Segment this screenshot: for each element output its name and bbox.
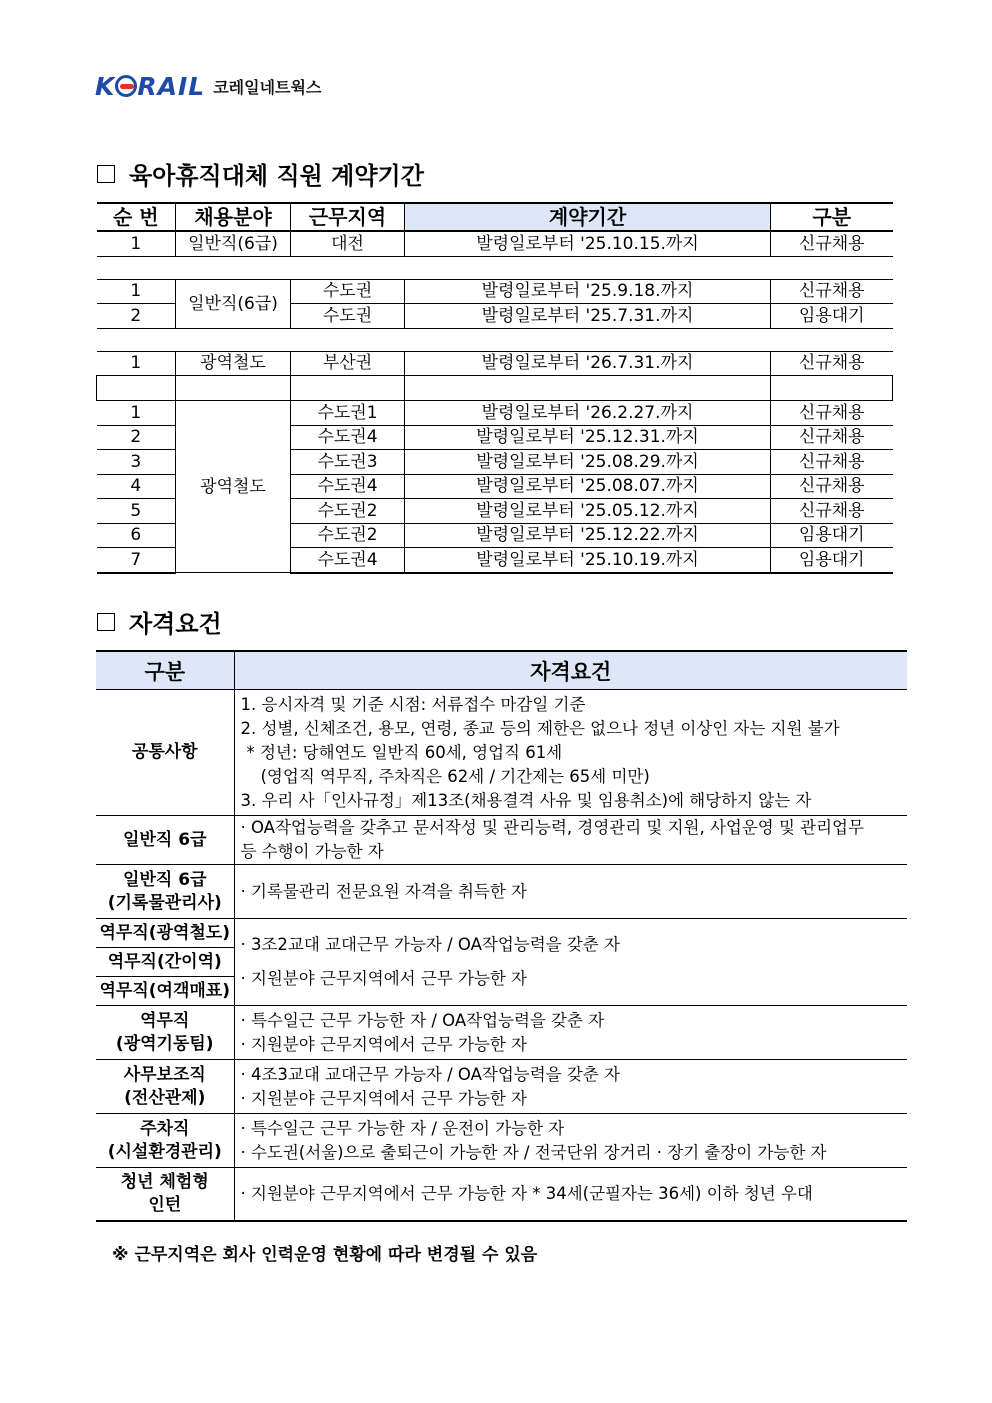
- company-logo: [95, 72, 321, 101]
- cell-period: 발령일로부터 '25.08.29.까지: [405, 450, 771, 475]
- category-cell: 역무직(여객매표): [96, 977, 234, 1006]
- section-title-contract: [97, 156, 424, 191]
- spacer-row: [97, 328, 893, 351]
- table-row: [97, 279, 893, 304]
- cell-no: 7: [97, 548, 176, 573]
- requirement-cell: [234, 1060, 907, 1114]
- cell-type: 신규채용: [771, 499, 893, 524]
- blank-cell: [291, 376, 405, 401]
- requirement-line: · 4조3교대 교대근무 가능자 / OA작업능력을 갖춘 자: [240, 1064, 620, 1084]
- cell-field: 일반직(6급): [176, 231, 291, 256]
- col-header-category: 구분: [96, 651, 234, 690]
- cell-period: 발령일로부터 '25.10.15.까지: [405, 231, 771, 256]
- blank-cell: [97, 376, 176, 401]
- blank-cell: [405, 376, 771, 401]
- cell-area: 수도권3: [291, 450, 405, 475]
- cell-type: 신규채용: [771, 450, 893, 475]
- cell-no: 3: [97, 450, 176, 475]
- cell-area: 수도권: [291, 304, 405, 329]
- category-line: 사무보조직: [123, 1064, 206, 1085]
- category-cell: 일반직 6급: [96, 816, 234, 865]
- requirement-line: · 기록물관리 전문요원 자격을 취득한 자: [240, 881, 527, 901]
- requirement-cell: [234, 816, 907, 865]
- cell-no: 1: [97, 351, 176, 376]
- cell-no: 2: [97, 304, 176, 329]
- requirement-line: * 정년: 당해연도 일반직 60세, 영업직 61세: [246, 742, 563, 762]
- category-cell: [96, 1114, 234, 1168]
- cell-area: 대전: [291, 231, 405, 256]
- requirement-line: (영업직 역무직, 주차직은 62세 / 기간제는 65세 미만): [260, 766, 650, 786]
- requirement-line: · 지원분야 근무지역에서 근무 가능한 자 * 34세(군필자는 36세) 이하 청년 우대: [240, 1184, 813, 1203]
- cell-type: 신규채용: [771, 474, 893, 499]
- cell-type: 신규채용: [771, 425, 893, 450]
- cell-type: 임용대기: [771, 304, 893, 329]
- requirement-line: · 지원분야 근무지역에서 근무 가능한 자: [240, 1088, 527, 1108]
- cell-type: 임용대기: [771, 548, 893, 573]
- category-line: 역무직: [140, 1010, 190, 1031]
- requirement-line: · 3조2교대 교대근무 가능자 / OA작업능력을 갖춘 자: [240, 935, 620, 954]
- section-title-text: 육아휴직대체 직원 계약기간: [129, 162, 424, 190]
- footnote: ※ 근무지역은 회사 인력운영 현황에 따라 변경될 수 있음: [112, 1245, 538, 1265]
- cell-type: 신규채용: [771, 351, 893, 376]
- cell-type: 신규채용: [771, 279, 893, 304]
- cell-type: 임용대기: [771, 523, 893, 548]
- cell-period: 발령일로부터 '26.7.31.까지: [405, 351, 771, 376]
- col-header-no: 순 번: [97, 203, 176, 231]
- qual-row-station: [96, 919, 907, 948]
- category-cell: 공통사항: [96, 690, 234, 816]
- requirement-cell: [234, 1114, 907, 1168]
- cell-area: 수도권4: [291, 548, 405, 573]
- requirement-line: · 수도권(서울)으로 출퇴근이 가능한 자 / 전국단위 장거리 · 장기 출장이 가능한 자: [240, 1142, 827, 1162]
- table-row: [97, 351, 893, 376]
- category-line: (기록물관리사): [107, 892, 222, 913]
- category-cell: [96, 865, 234, 919]
- category-line: (시설환경관리): [107, 1141, 222, 1162]
- qual-row-common: [96, 690, 907, 816]
- cell-no: 1: [97, 401, 176, 426]
- spacer-cell: [97, 328, 893, 351]
- requirement-line: 등 수행이 가능한 자: [240, 842, 384, 861]
- cell-area: 수도권2: [291, 499, 405, 524]
- table-header-row: [96, 651, 907, 690]
- cell-no: 2: [97, 425, 176, 450]
- requirement-cell: [234, 690, 907, 816]
- cell-area: 수도권: [291, 279, 405, 304]
- cell-period: 발령일로부터 '25.05.12.까지: [405, 499, 771, 524]
- col-header-type: 구분: [771, 203, 893, 231]
- qual-row-archivist: [96, 865, 907, 919]
- col-header-field: 채용분야: [176, 203, 291, 231]
- table-row: [97, 231, 893, 256]
- cell-no: 1: [97, 231, 176, 256]
- col-header-area: 근무지역: [291, 203, 405, 231]
- cell-field: 광역철도: [176, 351, 291, 376]
- company-name: 코레일네트웍스: [213, 78, 322, 97]
- cell-area: 수도권1: [291, 401, 405, 426]
- category-cell: [96, 1168, 234, 1222]
- category-cell: [96, 1006, 234, 1060]
- spacer-cell: [97, 256, 893, 279]
- qual-row-office: [96, 1060, 907, 1114]
- cell-period: 발령일로부터 '25.9.18.까지: [405, 279, 771, 304]
- requirement-cell: [234, 1168, 907, 1222]
- cell-area: 부산권: [291, 351, 405, 376]
- checkbox-square-icon: [97, 165, 115, 183]
- cell-period: 발령일로부터 '25.08.07.까지: [405, 474, 771, 499]
- cell-field-merged: 일반직(6급): [176, 279, 291, 328]
- blank-row: [97, 376, 893, 401]
- cell-field-merged: 광역철도: [176, 401, 291, 573]
- requirement-line: · 지원분야 근무지역에서 근무 가능한 자: [240, 969, 527, 988]
- spacer-row: [97, 256, 893, 279]
- qual-row-intern: [96, 1168, 907, 1222]
- cell-type: 신규채용: [771, 401, 893, 426]
- blank-cell: [176, 376, 291, 401]
- checkbox-square-icon: [97, 613, 115, 631]
- qual-row-parking: [96, 1114, 907, 1168]
- cell-period: 발령일로부터 '25.12.22.까지: [405, 523, 771, 548]
- cell-no: 4: [97, 474, 176, 499]
- cell-period: 발령일로부터 '25.7.31.까지: [405, 304, 771, 329]
- cell-no: 5: [97, 499, 176, 524]
- cell-period: 발령일로부터 '25.12.31.까지: [405, 425, 771, 450]
- requirement-line: 3. 우리 사「인사규정」제13조(채용결격 사유 및 임용취소)에 해당하지 않는 자: [240, 790, 812, 810]
- section-title-qualification: [97, 604, 222, 639]
- requirement-line: 2. 성별, 신체조건, 용모, 연령, 종교 등의 제한은 없으나 정년 이상인 자는 지원 불가: [240, 718, 840, 738]
- category-line: 인턴: [148, 1195, 182, 1215]
- korail-logo-mark: K RAIL: [95, 72, 206, 101]
- requirement-line: · 지원분야 근무지역에서 근무 가능한 자: [240, 1034, 527, 1054]
- cell-no: 1: [97, 279, 176, 304]
- requirement-line: · 특수일근 근무 가능한 자 / 운전이 가능한 자: [240, 1118, 565, 1138]
- category-cell: 역무직(간이역): [96, 948, 234, 977]
- requirement-line: · 특수일근 근무 가능한 자 / OA작업능력을 갖춘 자: [240, 1010, 605, 1030]
- category-line: 일반직 6급: [123, 869, 207, 890]
- category-line: 주차직: [140, 1118, 190, 1139]
- requirement-cell: [234, 1006, 907, 1060]
- category-line: (전산관제): [124, 1087, 206, 1108]
- category-cell: [96, 1060, 234, 1114]
- table-header-row: [97, 203, 893, 231]
- cell-type: 신규채용: [771, 231, 893, 256]
- category-cell: 역무직(광역철도): [96, 919, 234, 948]
- requirement-cell: [234, 919, 907, 1006]
- blank-cell: [771, 376, 893, 401]
- category-line: (광역기동팀): [115, 1033, 214, 1054]
- cell-no: 6: [97, 523, 176, 548]
- cell-area: 수도권4: [291, 474, 405, 499]
- col-header-requirement: 자격요건: [234, 651, 907, 690]
- table-row: [97, 401, 893, 426]
- cell-area: 수도권2: [291, 523, 405, 548]
- logo-o-emblem-icon: [115, 75, 137, 97]
- cell-period: 발령일로부터 '25.10.19.까지: [405, 548, 771, 573]
- qual-row-mobile: [96, 1006, 907, 1060]
- requirement-cell: [234, 865, 907, 919]
- col-header-period: 계약기간: [405, 203, 771, 231]
- contract-period-table: [96, 202, 893, 574]
- qualification-table: [96, 650, 907, 1222]
- cell-period: 발령일로부터 '26.2.27.까지: [405, 401, 771, 426]
- qual-row-general6: [96, 816, 907, 865]
- section-title-text: 자격요건: [129, 610, 222, 638]
- requirement-line: 1. 응시자격 및 기준 시점: 서류접수 마감일 기준: [240, 694, 586, 714]
- category-line: 청년 체험형: [120, 1172, 209, 1192]
- cell-area: 수도권4: [291, 425, 405, 450]
- requirement-line: · OA작업능력을 갖추고 문서작성 및 관리능력, 경영관리 및 지원, 사업운영 및 관리업무: [240, 818, 864, 837]
